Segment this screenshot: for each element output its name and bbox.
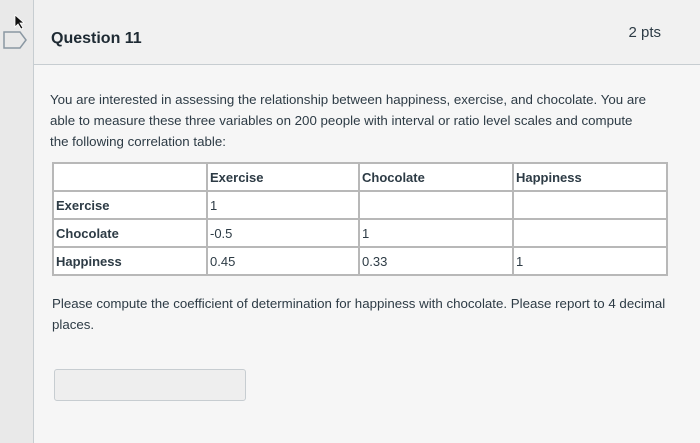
table-header-cell: Chocolate [359, 163, 513, 191]
question-instruction: Please compute the coefficient of determination for happiness with chocolate. Please report to 4 decimal places. [52, 296, 666, 332]
table-cell: 0.45 [207, 247, 359, 275]
table-header-row [53, 163, 667, 191]
question-title: Question 11 [51, 30, 142, 47]
table-header-cell: Happiness [513, 163, 667, 191]
answer-input[interactable] [54, 369, 246, 401]
table-cell: 1 [513, 247, 667, 275]
table-cell: 0.33 [359, 247, 513, 275]
table-row [53, 191, 667, 219]
correlation-table [52, 162, 668, 276]
table-row-label: Exercise [53, 191, 207, 219]
table-cell [359, 191, 513, 219]
question-prompt: You are interested in assessing the relationship between happiness, exercise, and chocolate. You are able to measure these three variables on 200 people with interval or ratio level scales and compute the following correlation table: [50, 92, 647, 149]
table-header-cell [53, 163, 207, 191]
question-card [33, 0, 700, 443]
table-row-label: Chocolate [53, 219, 207, 247]
table-cell: 1 [207, 191, 359, 219]
table-cell: 1 [359, 219, 513, 247]
table-cell [513, 191, 667, 219]
table-row-label: Happiness [53, 247, 207, 275]
question-header [34, 0, 700, 65]
table-cell: -0.5 [207, 219, 359, 247]
question-points: 2 pts [628, 24, 661, 41]
table-header-cell: Exercise [207, 163, 359, 191]
table-row [53, 247, 667, 275]
table-cell [513, 219, 667, 247]
question-body [34, 65, 700, 443]
table-row [53, 219, 667, 247]
cursor-icon [14, 14, 26, 35]
